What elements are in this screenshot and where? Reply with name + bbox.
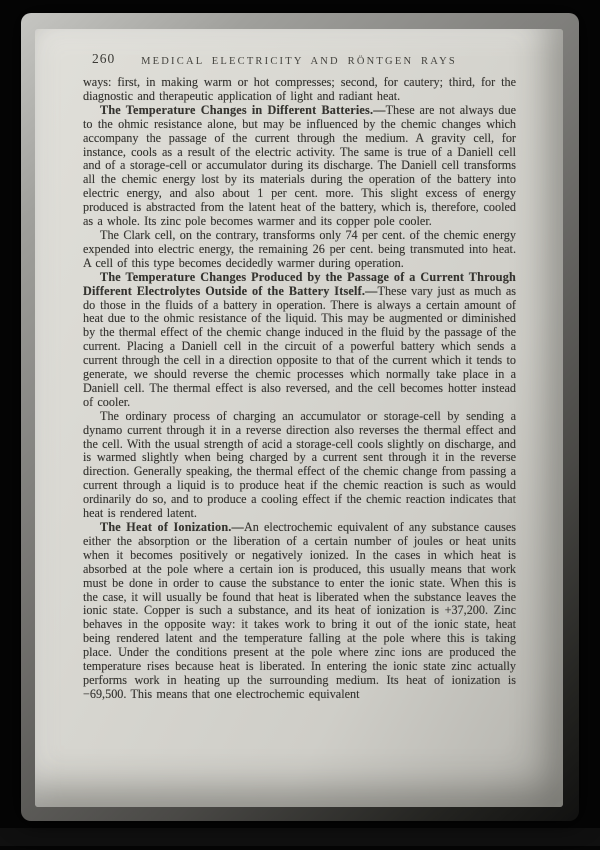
paragraph-lead: The Temperature Changes in Different Batteries.— (100, 102, 386, 117)
paragraph-lead: The Temperature Changes Produced by the Passage of a Current Through Different Electrolytes Outside of the Battery Itself.— (83, 269, 516, 298)
paragraph-text: An electrochemic equivalent of any substance causes either the absorption or the liberation of a certain number of joules or heat units when it becomes positively or negatively ionized. In the cases in which heat is absorbed at the pole where a certain ion is produced, this usually means that work must be done in order to cause the substance to enter the ionic state. When this is the case, it will usually be found that heat is liberated when the substance leaves the ionic state. Copper is such a substance, and its heat of ionization is +37,200. Zinc behaves in the opposite way: it takes work to bring it out of the ionic state, heat being rendered latent and the temperature falling at the pole where this is taking place. Under the conditions present at the pole where zinc ions are produced the temperature rises because heat is liberated. In entering the ionic state zinc actually performs work in heating up the surrounding medium. Its heat of ionization is −69,500. This means that one electrochemic equivalent (83, 520, 516, 701)
book-page-photo-frame (21, 13, 579, 821)
body-text (83, 76, 516, 702)
paragraph-text: ways: first, in making warm or hot compresses; second, for cautery; third, for the diagnostic and therapeutic application of light and radiant heat. (83, 75, 516, 103)
paragraph (83, 104, 516, 229)
paragraph (83, 76, 516, 104)
paragraph-text: The ordinary process of charging an accumulator or storage-cell by sending a dynamo current through it in a reverse direction also reverses the thermal effect and the cell. With the usual strength of acid a storage-cell cools slightly on discharge, and is warmed slightly when being charged by a current sent through it in the reverse direction. Generally speaking, the thermal effect of the chemic change from passing a current through a liquid is to produce heat if the chemic reaction is such as would ordinarily do so, and to produce a cooling effect if the chemic reaction indicates that heat is rendered latent. (83, 408, 516, 521)
paragraph (83, 271, 516, 410)
running-head: MEDICAL ELECTRICITY AND RÖNTGEN RAYS (141, 56, 457, 67)
paragraph-text: These are not always due to the ohmic resistance alone, but may be influenced by the chemic changes which accompany the passage of the current through the medium. A gravity cell, for instance, cools as a result of the electric activity. The same is true of a Daniell cell and of a storage-cell or accumulator during its discharge. The Daniell cell transforms all the chemic energy lost by its materials during the operation of the battery into electric energy, and also about 1 per cent. more. This slight excess of energy produced is abstracted from the latent heat of the battery, which is, therefore, cooled as a whole. Its zinc pole becomes warmer and its copper pole cooler. (83, 102, 516, 229)
paragraph (83, 410, 516, 521)
paragraph (83, 521, 516, 702)
paragraph-text: These vary just as much as do those in the fluids of a battery in operation. There is always a certain amount of heat due to the ohmic resistance of the liquid. This may be augmented or diminished by the thermal effect of the chemic change induced in the fluid by the passage of the current. Placing a Daniell cell in the circuit of a powerful battery which sends a current through the cell in a direction opposite to that of the current which it tends to generate, we should reverse the chemic processes which normally take place in a Daniell cell. The thermal effect is also reversed, and the cell becomes hotter instead of cooler. (83, 283, 516, 409)
page-number: 260 (92, 51, 116, 66)
paragraph-text: The Clark cell, on the contrary, transforms only 74 per cent. of the chemic energy expended into electric energy, the remaining 26 per cent. being transmuted into heat. A cell of this type becomes decidedly warmer during operation. (83, 227, 516, 270)
paragraph-lead: The Heat of Ionization.— (100, 520, 244, 534)
book-page (35, 29, 563, 807)
table-surface-shadow (0, 828, 600, 846)
paragraph (83, 229, 516, 271)
page-header (83, 51, 515, 66)
